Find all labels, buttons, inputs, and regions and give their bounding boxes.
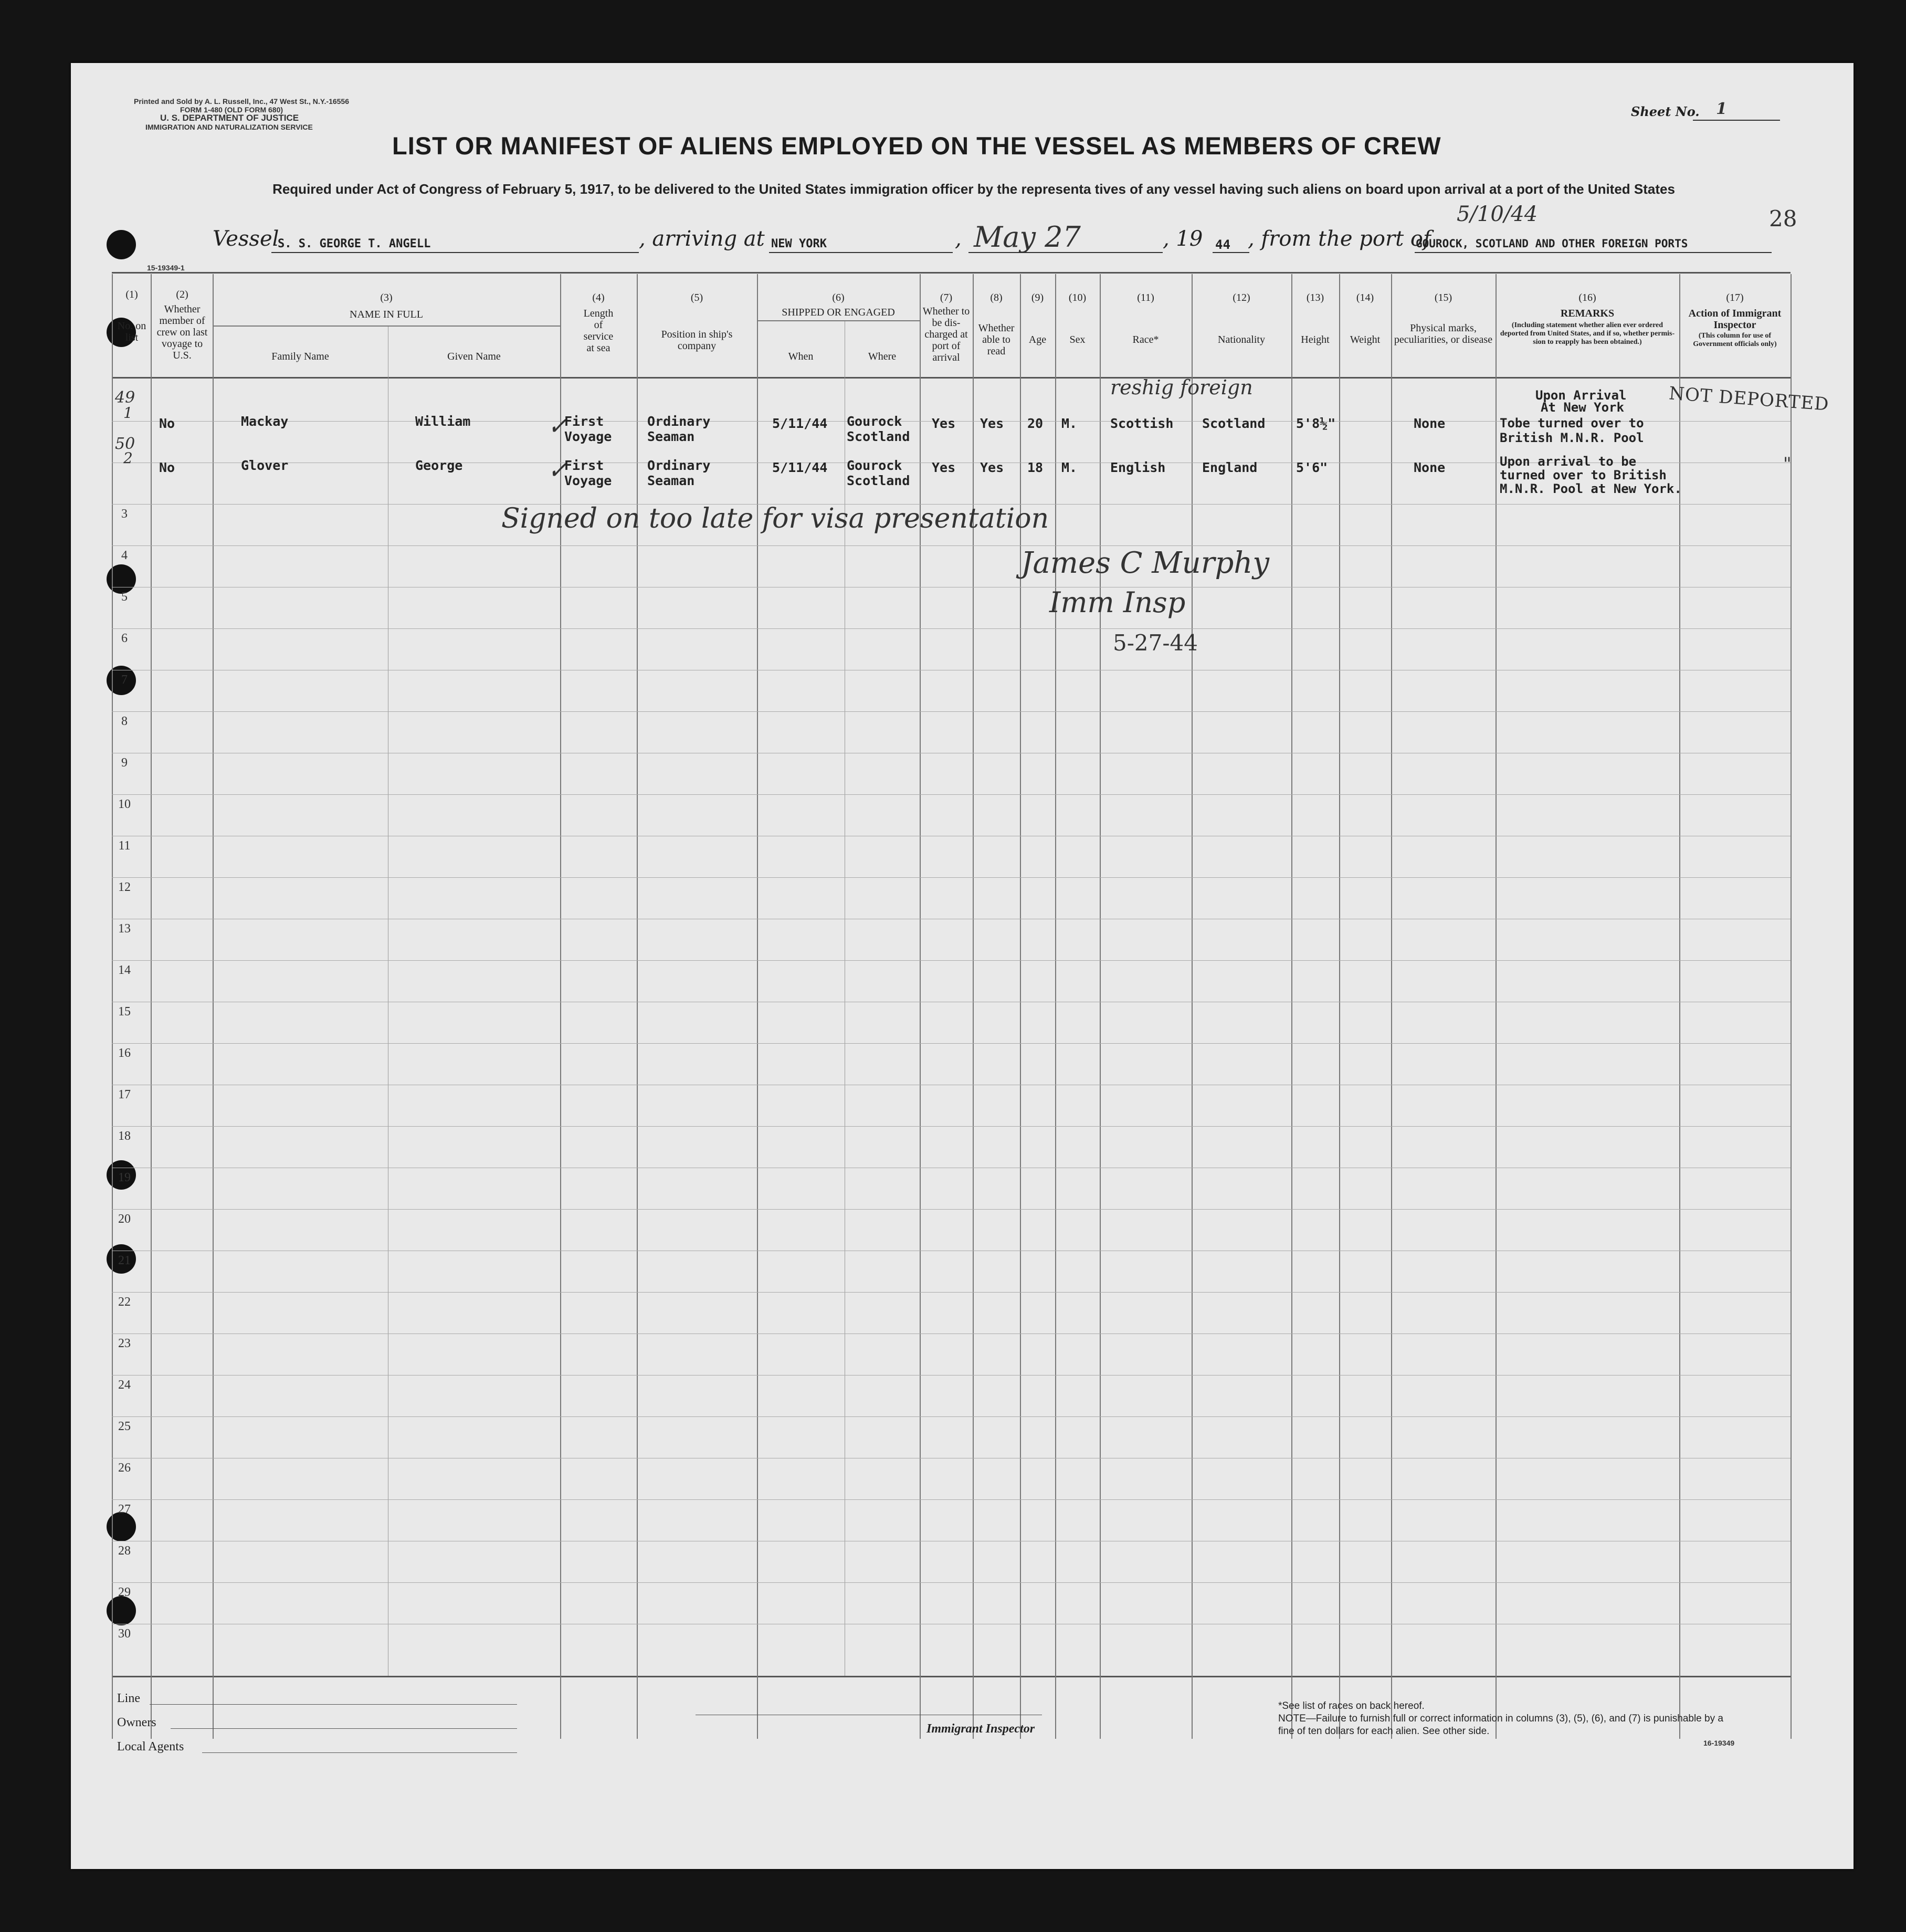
col-10-header: Sex xyxy=(1069,334,1086,345)
vessel-line xyxy=(271,252,639,253)
row-number: 12 xyxy=(118,880,131,894)
row-1-remarks-1: Upon Arrival xyxy=(1535,388,1627,403)
col-5-header: Position in ship's company xyxy=(661,329,733,352)
arrival-port-line xyxy=(769,252,953,253)
col-9-header: Age xyxy=(1028,334,1047,345)
year-prefix: , 19 xyxy=(1163,227,1203,251)
row-2-remarks-1: Upon arrival to be xyxy=(1500,454,1637,469)
fine-note: NOTE—Failure to furnish full or correct information in columns (3), (5), (6), and (7) is punishable by a fine of ten dollars for each alien. See other side. xyxy=(1278,1713,1723,1737)
column-line xyxy=(560,274,561,1739)
row-2-family-name: Glover xyxy=(241,458,289,473)
printer-line: Printed and Sold by A. L. Russell, Inc., 47 West St., N.Y.-16556 xyxy=(134,97,350,106)
shipped-subheader-line xyxy=(757,320,920,321)
arrival-port: NEW YORK xyxy=(771,237,827,250)
col-4-header: Length of service at sea xyxy=(583,308,614,354)
page-subtitle: Required under Act of Congress of February 5, 1917, to be delivered to the United States immigration officer by the representa tives of any vessel having such aliens on board upon arrival at a port of the United States xyxy=(272,181,1675,197)
row-1-last-voyage: No xyxy=(159,416,175,431)
footer-agents-label: Local Agents xyxy=(117,1740,184,1754)
footer-code: 16-19349 xyxy=(1703,1739,1735,1747)
col-16-header: REMARKS xyxy=(1560,308,1615,319)
row-number: 21 xyxy=(118,1254,131,1267)
arrival-date: May 27 xyxy=(974,220,1081,254)
column-line xyxy=(213,274,214,1739)
row-number: 8 xyxy=(121,715,128,728)
col-8-number: (8) xyxy=(990,292,1003,303)
row-2-position-2: Seaman xyxy=(647,473,695,488)
row-number: 4 xyxy=(121,549,128,562)
column-line xyxy=(1192,274,1193,1739)
column-line xyxy=(151,274,152,1739)
row-2-sex: M. xyxy=(1061,460,1078,475)
arriving-label: , arriving at xyxy=(639,227,765,251)
row-line xyxy=(112,1499,1791,1500)
row-line xyxy=(112,960,1791,961)
row-1-remarks-4: British M.N.R. Pool xyxy=(1500,430,1644,445)
col-6-header: SHIPPED OR ENGAGED xyxy=(782,307,895,318)
row-1-number: 1 xyxy=(123,404,133,422)
row-1-marks: None xyxy=(1414,416,1446,431)
row-1-read: Yes xyxy=(980,416,1004,431)
col-17-number: (17) xyxy=(1726,292,1744,303)
row-1-height: 5'8½" xyxy=(1296,416,1336,431)
punch-hole xyxy=(107,230,136,259)
inspector-label: Immigrant Inspector xyxy=(926,1722,1035,1736)
column-line xyxy=(920,274,921,1739)
row-2-read: Yes xyxy=(980,460,1004,475)
row-1-hand-number: 49 xyxy=(115,388,135,407)
row-2-when: 5/11/44 xyxy=(772,460,828,475)
row-number: 13 xyxy=(118,922,131,936)
column-line xyxy=(1391,274,1392,1739)
row-line xyxy=(112,1209,1791,1210)
col-17-header: Action of Immigrant Inspector xyxy=(1688,308,1782,331)
col-7-number: (7) xyxy=(940,292,953,303)
row-1-position-1: Ordinary xyxy=(647,414,711,429)
row-2-nationality: England xyxy=(1202,460,1258,475)
where-header: Where xyxy=(868,351,897,362)
row-1-service-1: First xyxy=(564,414,604,429)
footer-line-rule xyxy=(150,1704,517,1705)
row-1-race: Scottish xyxy=(1110,416,1174,431)
check-mark: ✓ xyxy=(547,412,568,440)
handwritten-top-date: 5/10/44 xyxy=(1457,202,1538,226)
row-1-service-2: Voyage xyxy=(564,429,612,444)
row-number: 10 xyxy=(118,797,131,811)
row-number: 23 xyxy=(118,1337,131,1350)
family-name-header: Family Name xyxy=(271,351,329,362)
page-title: LIST OR MANIFEST OF ALIENS EMPLOYED ON THE VESSEL AS MEMBERS OF CREW xyxy=(392,132,1441,160)
row-1-family-name: Mackay xyxy=(241,414,289,429)
row-number: 28 xyxy=(118,1544,131,1558)
row-number: 6 xyxy=(121,632,128,645)
row-number: 9 xyxy=(121,756,128,770)
margin-number: 28 xyxy=(1769,206,1797,232)
row-1-discharged: Yes xyxy=(932,416,956,431)
col-3-number: (3) xyxy=(380,292,393,303)
row-line xyxy=(112,877,1791,878)
col-3-header: NAME IN FULL xyxy=(350,309,423,320)
footer-owners-label: Owners xyxy=(117,1716,156,1729)
column-line xyxy=(637,274,638,1739)
row-number: 16 xyxy=(118,1046,131,1060)
sheet-number-value: 1 xyxy=(1716,100,1727,118)
handwritten-note-top: reshig foreign xyxy=(1110,376,1253,399)
row-number: 19 xyxy=(118,1171,131,1184)
row-2-height: 5'6" xyxy=(1296,460,1328,475)
row-1-sex: M. xyxy=(1061,416,1078,431)
column-line xyxy=(1791,274,1792,1739)
column-line xyxy=(757,274,758,1739)
row-2-discharged: Yes xyxy=(932,460,956,475)
row-line xyxy=(112,1582,1791,1583)
col-11-number: (11) xyxy=(1137,292,1154,303)
row-2-hand-number: 50 xyxy=(115,435,135,453)
row-number: 15 xyxy=(118,1005,131,1018)
vessel-name: S. S. GEORGE T. ANGELL xyxy=(278,237,431,250)
col-5-number: (5) xyxy=(690,292,703,303)
col-11-header: Race* xyxy=(1132,334,1159,345)
column-line xyxy=(973,274,974,1739)
row-number: 29 xyxy=(118,1586,131,1599)
col-13-number: (13) xyxy=(1306,292,1324,303)
column-line xyxy=(1339,274,1340,1739)
row-number: 22 xyxy=(118,1295,131,1309)
row-1-action: NOT DEPORTED xyxy=(1668,383,1830,415)
row-2-action: " xyxy=(1783,454,1792,475)
row-line xyxy=(112,1126,1791,1127)
row-2-race: English xyxy=(1110,460,1166,475)
row-line xyxy=(112,1375,1791,1376)
department-name: U. S. DEPARTMENT OF JUSTICE xyxy=(160,113,299,123)
col-6-number: (6) xyxy=(832,292,845,303)
from-port-line xyxy=(1415,252,1772,253)
row-2-where-1: Gourock xyxy=(847,458,902,473)
row-1-when: 5/11/44 xyxy=(772,416,828,431)
row-2-service-2: Voyage xyxy=(564,473,612,488)
col-12-number: (12) xyxy=(1233,292,1250,303)
row-1-given-name: William xyxy=(415,414,471,429)
row-line xyxy=(112,545,1791,546)
row-line xyxy=(112,1043,1791,1044)
col-1-number: (1) xyxy=(125,289,138,300)
sheet-number-label: Sheet No. xyxy=(1631,104,1700,119)
footer-line-label: Line xyxy=(117,1692,140,1705)
table-top-border xyxy=(112,272,1791,274)
col-2-number: (2) xyxy=(176,289,188,300)
col-9-number: (9) xyxy=(1031,292,1044,303)
from-port-label: , from the port of xyxy=(1248,227,1431,251)
row-2-remarks-3: M.N.R. Pool at New York. xyxy=(1500,481,1682,496)
col-16-subheader: (Including statement whether alien ever ordered deported from United States, and if so, whether permis-sion to reapply has been obtained.) xyxy=(1500,321,1675,346)
row-number: 18 xyxy=(118,1129,131,1143)
col-2-header: Whether member of crew on last voyage to U.S. xyxy=(156,303,208,361)
punch-hole xyxy=(107,1596,136,1625)
col-1-header: No. on list xyxy=(117,320,146,343)
signature-date: 5-27-44 xyxy=(1113,630,1198,656)
col-15-header: Physical marks, peculiarities, or disease xyxy=(1394,322,1493,345)
table-bottom-border xyxy=(112,1676,1791,1677)
row-number: 25 xyxy=(118,1420,131,1433)
row-2-last-voyage: No xyxy=(159,460,175,475)
departure-port: GOUROCK, SCOTLAND AND OTHER FOREIGN PORTS xyxy=(1416,237,1688,250)
column-line xyxy=(1496,274,1497,1739)
col-12-header: Nationality xyxy=(1218,334,1265,345)
row-1-where-2: Scotland xyxy=(847,429,910,444)
row-number: 5 xyxy=(121,590,128,604)
comma: , xyxy=(955,227,962,251)
row-number: 11 xyxy=(118,839,131,853)
col-8-header: Whether able to read xyxy=(978,322,1015,357)
col-7-header: Whether to be dis-charged at port of arrival xyxy=(922,306,970,363)
row-number: 24 xyxy=(118,1378,131,1392)
column-line xyxy=(1100,274,1101,1739)
manifest-page xyxy=(71,63,1854,1869)
footer-owners-rule xyxy=(171,1728,517,1729)
row-2-where-2: Scotland xyxy=(847,473,910,488)
row-number: 17 xyxy=(118,1088,131,1101)
row-1-remarks-2: At New York xyxy=(1541,400,1624,415)
col-17-subheader: (This column for use of Government officials only) xyxy=(1693,332,1777,348)
col-4-number: (4) xyxy=(592,292,605,303)
footer-agents-rule xyxy=(202,1752,517,1753)
row-1-nationality: Scotland xyxy=(1202,416,1266,431)
row-number: 7 xyxy=(121,673,128,687)
form-number: FORM 1-480 (OLD FORM 680) xyxy=(180,106,283,114)
row-2-remarks-2: turned over to British xyxy=(1500,468,1667,482)
col-13-header: Height xyxy=(1301,334,1330,345)
row-1-remarks-3: Tobe turned over to xyxy=(1500,416,1644,430)
row-number: 20 xyxy=(118,1212,131,1226)
col-10-number: (10) xyxy=(1068,292,1087,303)
row-line xyxy=(112,1292,1791,1293)
row-number: 3 xyxy=(121,507,128,521)
row-1-position-2: Seaman xyxy=(647,429,695,444)
when-header: When xyxy=(788,351,814,362)
name-subheader-line xyxy=(213,326,560,327)
punch-hole xyxy=(107,564,136,594)
column-line xyxy=(1055,274,1056,1739)
sheet-number-line xyxy=(1693,120,1780,121)
row-number: 26 xyxy=(118,1461,131,1475)
year-line xyxy=(1213,252,1249,253)
row-line xyxy=(112,794,1791,795)
row-1-age: 20 xyxy=(1027,416,1044,431)
row-2-number: 2 xyxy=(123,449,133,467)
row-2-given-name: George xyxy=(415,458,463,473)
row-line xyxy=(112,1416,1791,1417)
row-line xyxy=(112,711,1791,712)
service-name: IMMIGRATION AND NATURALIZATION SERVICE xyxy=(145,123,313,131)
row-number: 30 xyxy=(118,1627,131,1641)
row-2-position-1: Ordinary xyxy=(647,458,711,473)
row-2-service-1: First xyxy=(564,458,604,473)
inspector-title: Imm Insp xyxy=(1049,586,1186,619)
header-bottom-border xyxy=(112,377,1791,379)
check-mark: ✓ xyxy=(547,456,568,484)
given-name-header: Given Name xyxy=(447,351,501,362)
row-line xyxy=(112,628,1791,629)
races-note: *See list of races on back hereof. xyxy=(1278,1700,1425,1712)
col-16-number: (16) xyxy=(1578,292,1596,303)
column-line xyxy=(112,274,113,1739)
column-line xyxy=(1291,274,1292,1739)
handwritten-note: Signed on too late for visa presentation xyxy=(501,503,1049,534)
row-2-marks: None xyxy=(1414,460,1446,475)
inspector-signature: James C Murphy xyxy=(1021,546,1269,580)
column-line xyxy=(1020,274,1021,1739)
row-number: 27 xyxy=(118,1503,131,1516)
col-15-number: (15) xyxy=(1434,292,1452,303)
col-14-number: (14) xyxy=(1356,292,1374,303)
row-2-age: 18 xyxy=(1027,460,1044,475)
arrival-year: 44 xyxy=(1215,237,1230,252)
form-code: 15-19349-1 xyxy=(147,264,185,272)
row-number: 14 xyxy=(118,963,131,977)
row-1-where-1: Gourock xyxy=(847,414,902,429)
vessel-label: Vessel xyxy=(213,227,279,251)
col-14-header: Weight xyxy=(1350,334,1381,345)
